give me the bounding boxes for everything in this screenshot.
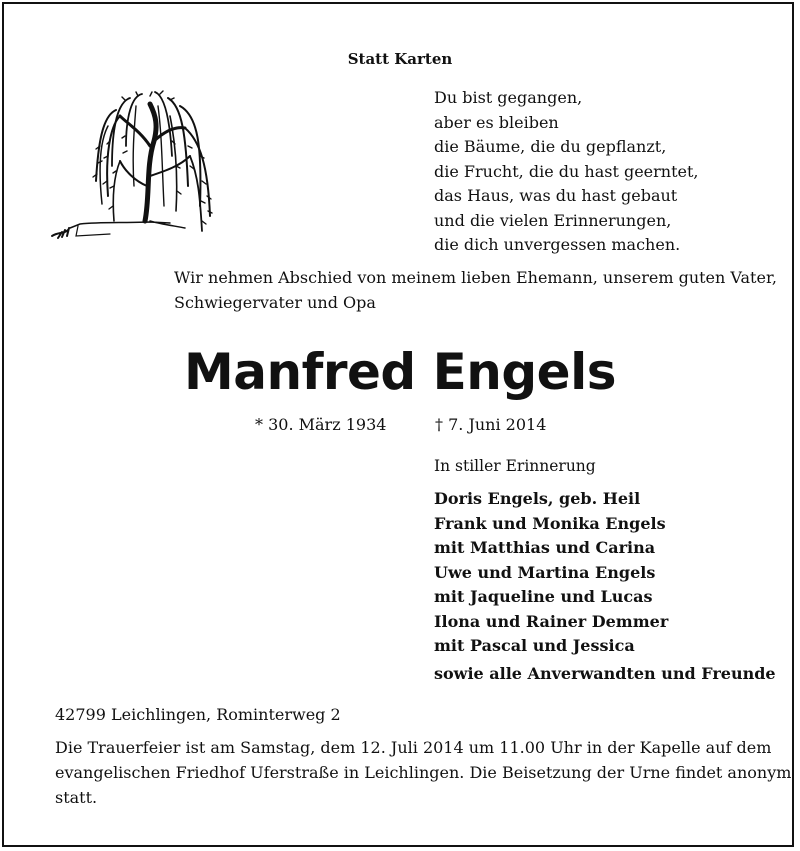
family-member: Uwe und Martina Engels bbox=[434, 562, 656, 582]
poem-line: aber es bleiben bbox=[434, 112, 559, 132]
remembrance-heading: In stiller Erinnerung bbox=[434, 457, 596, 475]
intro-line: Schwiegervater und Opa bbox=[174, 293, 376, 312]
family-member: Doris Engels, geb. Heil bbox=[434, 489, 641, 508]
poem-line: die Bäume, die du gepflanzt, bbox=[434, 137, 667, 156]
relatives-line: sowie alle Anverwandten und Freunde bbox=[434, 664, 776, 683]
deceased-name: Manfred Engels bbox=[184, 343, 616, 401]
family-list bbox=[434, 487, 668, 659]
family-member: mit Pascal und Jessica bbox=[434, 636, 635, 655]
intro-line: Wir nehmen Abschied von meinem lieben Ehemann, unserem guten Vater, bbox=[174, 268, 777, 287]
poem-line: das Haus, was du hast gebaut bbox=[434, 186, 678, 205]
notice-line: Die Trauerfeier ist am Samstag, dem 12. Juli 2014 um 11.00 Uhr in der Kapelle auf dem bbox=[55, 738, 772, 757]
poem bbox=[434, 86, 699, 258]
family-member: mit Jaqueline und Lucas bbox=[434, 587, 653, 606]
death-date: † 7. Juni 2014 bbox=[435, 415, 547, 434]
family-member: Frank und Monika Engels bbox=[434, 513, 666, 533]
funeral-notice bbox=[55, 735, 792, 810]
poem-line: die dich unvergessen machen. bbox=[434, 235, 681, 254]
poem-line: und die vielen Erinnerungen, bbox=[434, 210, 672, 230]
notice-line: evangelischen Friedhof Uferstraße in Leichlingen. Die Beisetzung der Urne findet anonym bbox=[55, 763, 792, 782]
family-member: mit Matthias und Carina bbox=[434, 538, 656, 557]
address: 42799 Leichlingen, Rominterweg 2 bbox=[55, 705, 341, 724]
notice-line: statt. bbox=[55, 788, 98, 807]
birth-date: * 30. März 1934 bbox=[255, 415, 387, 434]
poem-line: Du bist gegangen, bbox=[434, 88, 583, 107]
family-member: Ilona und Rainer Demmer bbox=[434, 611, 669, 631]
intro-text bbox=[174, 265, 777, 315]
header-statt-karten: Statt Karten bbox=[347, 50, 453, 68]
weeping-willow-tree-icon bbox=[50, 86, 220, 246]
poem-line: die Frucht, die du hast geerntet, bbox=[434, 161, 699, 181]
